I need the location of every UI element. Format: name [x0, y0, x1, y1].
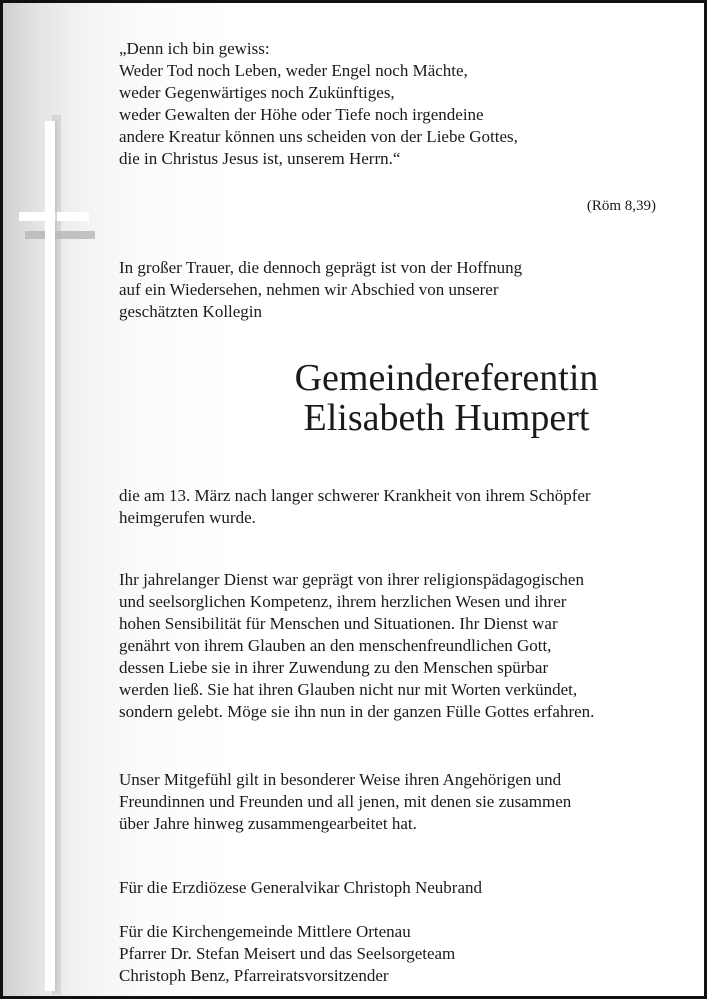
quote-line: andere Kreatur können uns scheiden von der Liebe Gottes, [119, 127, 518, 146]
deceased-name: Elisabeth Humpert [303, 397, 590, 439]
death-notice-line: die am 13. März nach langer schwerer Krankheit von ihrem Schöpfer [119, 486, 591, 505]
signature-line: Christoph Benz, Pfarreiratsvorsitzender [119, 966, 389, 985]
intro-line: geschätzten Kollegin [119, 302, 263, 321]
cross-icon [3, 3, 113, 996]
sympathy-paragraph [119, 769, 674, 835]
diocese-signature [119, 877, 674, 899]
service-line: Ihr jahrelanger Dienst war geprägt von ihrer religionspädagogischen [119, 570, 584, 589]
service-line: sondern gelebt. Möge sie ihn nun in der ganzen Fülle Gottes erfahren. [119, 702, 595, 721]
service-line: genährt von ihrem Glauben an den menschenfreundlichen Gott, [119, 636, 552, 655]
service-line: und seelsorglichen Kompetenz, ihrem herzlichen Wesen und ihrer [119, 592, 567, 611]
quote-line: weder Gewalten der Höhe oder Tiefe noch irgendeine [119, 105, 484, 124]
intro-text [119, 257, 674, 323]
quote-reference: (Röm 8,39) [586, 198, 656, 214]
sympathy-line: Freundinnen und Freunden und all jenen, mit denen sie zusammen [119, 792, 572, 811]
quote-line: „Denn ich bin gewiss: [119, 39, 270, 58]
service-line: hohen Sensibilität für Menschen und Situationen. Ihr Dienst war [119, 614, 558, 633]
deceased-heading [119, 358, 674, 438]
quote-line: weder Gegenwärtiges noch Zukünftiges, [119, 83, 395, 102]
signature-line: Für die Erzdiözese Generalvikar Christoph Neubrand [119, 878, 483, 897]
quote-line: die in Christus Jesus ist, unserem Herrn.“ [119, 149, 401, 168]
sympathy-line: Unser Mitgefühl gilt in besonderer Weise ihren Angehörigen und [119, 770, 562, 789]
intro-line: In großer Trauer, die dennoch geprägt ist von der Hoffnung [119, 258, 523, 277]
service-line: werden ließ. Sie hat ihren Glauben nicht nur mit Worten verkündet, [119, 680, 578, 699]
quote-line: Weder Tod noch Leben, weder Engel noch Mächte, [119, 61, 468, 80]
deceased-title: Gemeindereferentin [294, 357, 599, 399]
intro-line: auf ein Wiedersehen, nehmen wir Abschied von unserer [119, 280, 499, 299]
death-notice-line: heimgerufen wurde. [119, 508, 256, 527]
service-line: dessen Liebe sie in ihrer Zuwendung zu den Menschen spürbar [119, 658, 549, 677]
sympathy-line: über Jahre hinweg zusammengearbeitet hat. [119, 814, 417, 833]
signature-line: Für die Kirchengemeinde Mittlere Ortenau [119, 922, 411, 941]
parish-signature [119, 921, 674, 987]
service-paragraph [119, 569, 674, 723]
death-notice-text [119, 485, 674, 529]
signature-line: Pfarrer Dr. Stefan Meisert und das Seelsorgeteam [119, 944, 456, 963]
bible-quote [119, 38, 674, 170]
